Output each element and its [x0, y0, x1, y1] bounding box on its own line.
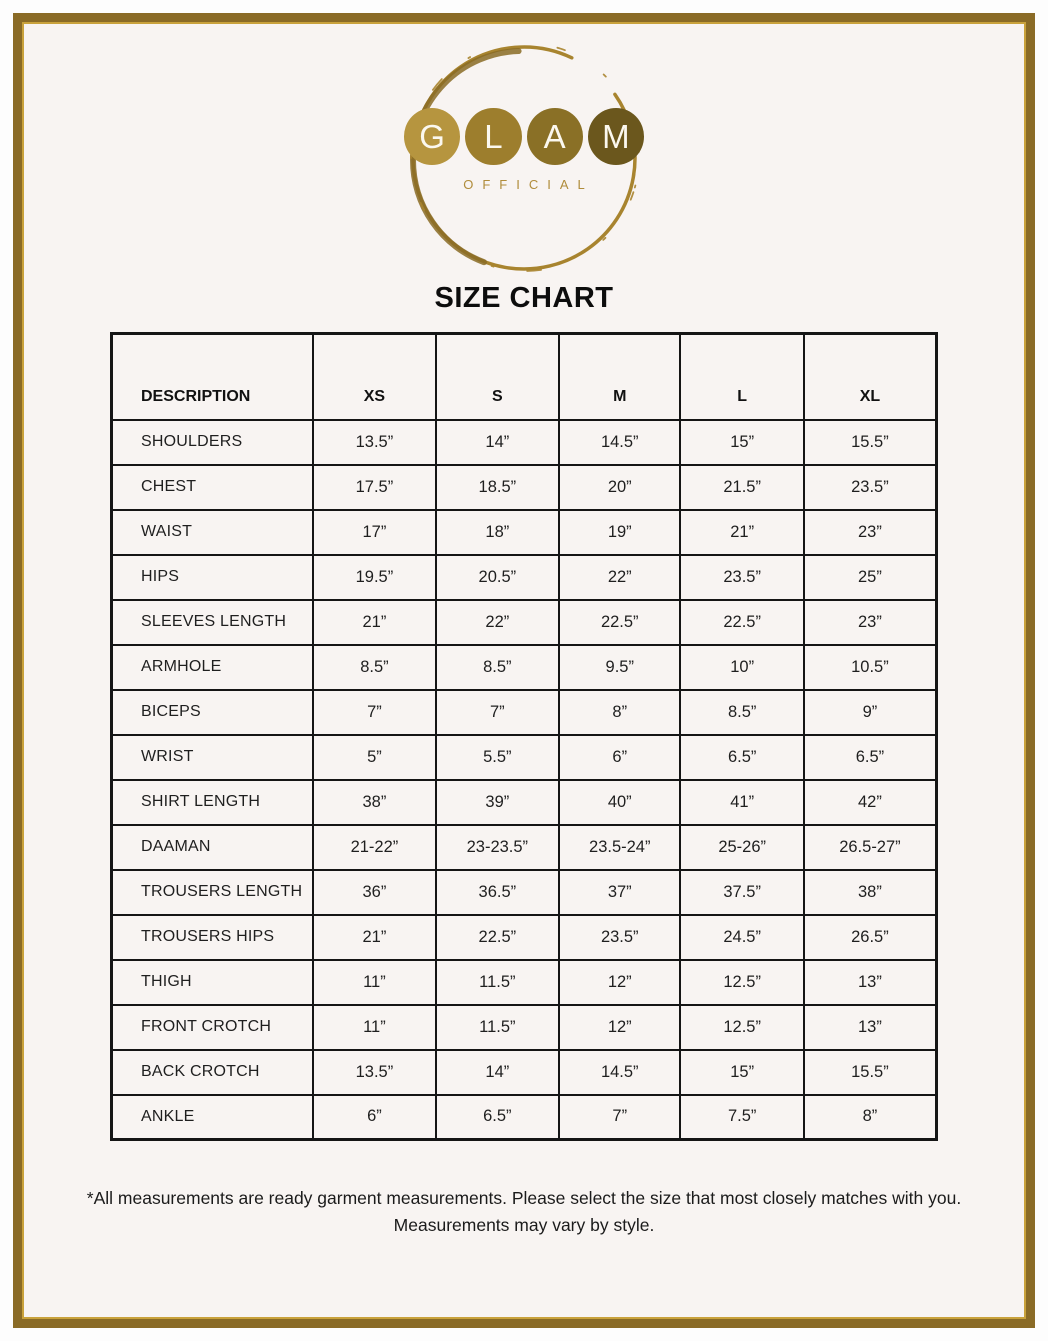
measurement-cell: 5.5” [436, 735, 559, 780]
table-row [112, 420, 937, 465]
measurement-cell: 7” [313, 690, 435, 735]
brand-logo [404, 36, 644, 280]
measurement-cell: 6” [559, 735, 680, 780]
measurement-cell: 23.5-24” [559, 825, 680, 870]
measurement-cell: 19.5” [313, 555, 435, 600]
measurement-cell: 13” [804, 960, 937, 1005]
row-label: ANKLE [112, 1095, 314, 1140]
table-row [112, 555, 937, 600]
measurement-cell: 21” [680, 510, 803, 555]
measurement-cell: 18” [436, 510, 559, 555]
row-label: FRONT CROTCH [112, 1005, 314, 1050]
measurement-cell: 24.5” [680, 915, 803, 960]
measurement-cell: 8.5” [313, 645, 435, 690]
column-header-description: DESCRIPTION [112, 334, 314, 420]
measurement-cell: 22.5” [436, 915, 559, 960]
measurement-cell: 21” [313, 600, 435, 645]
footnote-line-2: Measurements may vary by style. [393, 1215, 655, 1236]
measurement-cell: 15.5” [804, 420, 937, 465]
table-row [112, 1005, 937, 1050]
size-table-body [112, 420, 937, 1140]
row-label: TROUSERS LENGTH [112, 870, 314, 915]
measurement-cell: 9.5” [559, 645, 680, 690]
measurement-cell: 22” [436, 600, 559, 645]
measurement-cell: 25-26” [680, 825, 803, 870]
row-label: SHOULDERS [112, 420, 314, 465]
measurement-cell: 19” [559, 510, 680, 555]
row-label: CHEST [112, 465, 314, 510]
page-frame [13, 13, 1035, 1328]
measurement-cell: 15.5” [804, 1050, 937, 1095]
measurement-cell: 9” [804, 690, 937, 735]
measurement-cell: 8.5” [680, 690, 803, 735]
measurement-cell: 12.5” [680, 1005, 803, 1050]
measurement-cell: 14” [436, 420, 559, 465]
logo-subtitle: OFFICIAL [463, 177, 594, 192]
measurement-cell: 14.5” [559, 1050, 680, 1095]
footnote [59, 1185, 989, 1239]
measurement-cell: 7.5” [680, 1095, 803, 1140]
row-label: SLEEVES LENGTH [112, 600, 314, 645]
measurement-cell: 11” [313, 960, 435, 1005]
table-row [112, 465, 937, 510]
footnote-line-1: *All measurements are ready garment measurements. Please select the size that most closely matches with you. [86, 1188, 962, 1208]
measurement-cell: 36” [313, 870, 435, 915]
table-row [112, 735, 937, 780]
size-chart-table [110, 332, 938, 1141]
column-header-size: L [680, 334, 803, 420]
table-row [112, 600, 937, 645]
logo-letter-circle: G [404, 108, 460, 165]
measurement-cell: 11.5” [436, 1005, 559, 1050]
measurement-cell: 25” [804, 555, 937, 600]
row-label: WAIST [112, 510, 314, 555]
measurement-cell: 6.5” [680, 735, 803, 780]
table-row [112, 960, 937, 1005]
page-title: SIZE CHART [434, 282, 614, 314]
table-row [112, 915, 937, 960]
logo-monogram [404, 108, 644, 165]
column-header-size: S [436, 334, 559, 420]
measurement-cell: 12.5” [680, 960, 803, 1005]
row-label: ARMHOLE [112, 645, 314, 690]
measurement-cell: 13.5” [313, 420, 435, 465]
measurement-cell: 20.5” [436, 555, 559, 600]
measurement-cell: 36.5” [436, 870, 559, 915]
measurement-cell: 38” [313, 780, 435, 825]
table-row [112, 1050, 937, 1095]
measurement-cell: 7” [559, 1095, 680, 1140]
measurement-cell: 11” [313, 1005, 435, 1050]
size-table-header-row [112, 334, 937, 420]
measurement-cell: 37.5” [680, 870, 803, 915]
measurement-cell: 23.5” [680, 555, 803, 600]
measurement-cell: 12” [559, 1005, 680, 1050]
measurement-cell: 13.5” [313, 1050, 435, 1095]
measurement-cell: 8.5” [436, 645, 559, 690]
measurement-cell: 13” [804, 1005, 937, 1050]
row-label: THIGH [112, 960, 314, 1005]
measurement-cell: 39” [436, 780, 559, 825]
measurement-cell: 26.5-27” [804, 825, 937, 870]
measurement-cell: 6.5” [436, 1095, 559, 1140]
measurement-cell: 21.5” [680, 465, 803, 510]
measurement-cell: 37” [559, 870, 680, 915]
row-label: DAAMAN [112, 825, 314, 870]
measurement-cell: 22.5” [680, 600, 803, 645]
measurement-cell: 26.5” [804, 915, 937, 960]
measurement-cell: 10” [680, 645, 803, 690]
measurement-cell: 17.5” [313, 465, 435, 510]
measurement-cell: 15” [680, 1050, 803, 1095]
measurement-cell: 38” [804, 870, 937, 915]
measurement-cell: 22.5” [559, 600, 680, 645]
row-label: TROUSERS HIPS [112, 915, 314, 960]
measurement-cell: 14.5” [559, 420, 680, 465]
measurement-cell: 42” [804, 780, 937, 825]
measurement-cell: 5” [313, 735, 435, 780]
table-row [112, 1095, 937, 1140]
column-header-size: XL [804, 334, 937, 420]
measurement-cell: 23.5” [559, 915, 680, 960]
logo-letter-circle: M [588, 108, 644, 165]
table-row [112, 510, 937, 555]
measurement-cell: 8” [559, 690, 680, 735]
measurement-cell: 17” [313, 510, 435, 555]
measurement-cell: 23.5” [804, 465, 937, 510]
row-label: HIPS [112, 555, 314, 600]
logo-letter-circle: L [465, 108, 521, 165]
measurement-cell: 11.5” [436, 960, 559, 1005]
measurement-cell: 23” [804, 510, 937, 555]
measurement-cell: 15” [680, 420, 803, 465]
measurement-cell: 23-23.5” [436, 825, 559, 870]
column-header-size: M [559, 334, 680, 420]
measurement-cell: 23” [804, 600, 937, 645]
row-label: BACK CROTCH [112, 1050, 314, 1095]
table-row [112, 645, 937, 690]
measurement-cell: 10.5” [804, 645, 937, 690]
measurement-cell: 6.5” [804, 735, 937, 780]
measurement-cell: 18.5” [436, 465, 559, 510]
row-label: SHIRT LENGTH [112, 780, 314, 825]
measurement-cell: 20” [559, 465, 680, 510]
measurement-cell: 8” [804, 1095, 937, 1140]
row-label: BICEPS [112, 690, 314, 735]
measurement-cell: 7” [436, 690, 559, 735]
measurement-cell: 40” [559, 780, 680, 825]
measurement-cell: 22” [559, 555, 680, 600]
measurement-cell: 21-22” [313, 825, 435, 870]
row-label: WRIST [112, 735, 314, 780]
table-row [112, 780, 937, 825]
logo-letter-circle: A [527, 108, 583, 165]
measurement-cell: 41” [680, 780, 803, 825]
table-row [112, 870, 937, 915]
table-row [112, 825, 937, 870]
measurement-cell: 14” [436, 1050, 559, 1095]
measurement-cell: 12” [559, 960, 680, 1005]
table-row [112, 690, 937, 735]
measurement-cell: 6” [313, 1095, 435, 1140]
measurement-cell: 21” [313, 915, 435, 960]
column-header-size: XS [313, 334, 435, 420]
